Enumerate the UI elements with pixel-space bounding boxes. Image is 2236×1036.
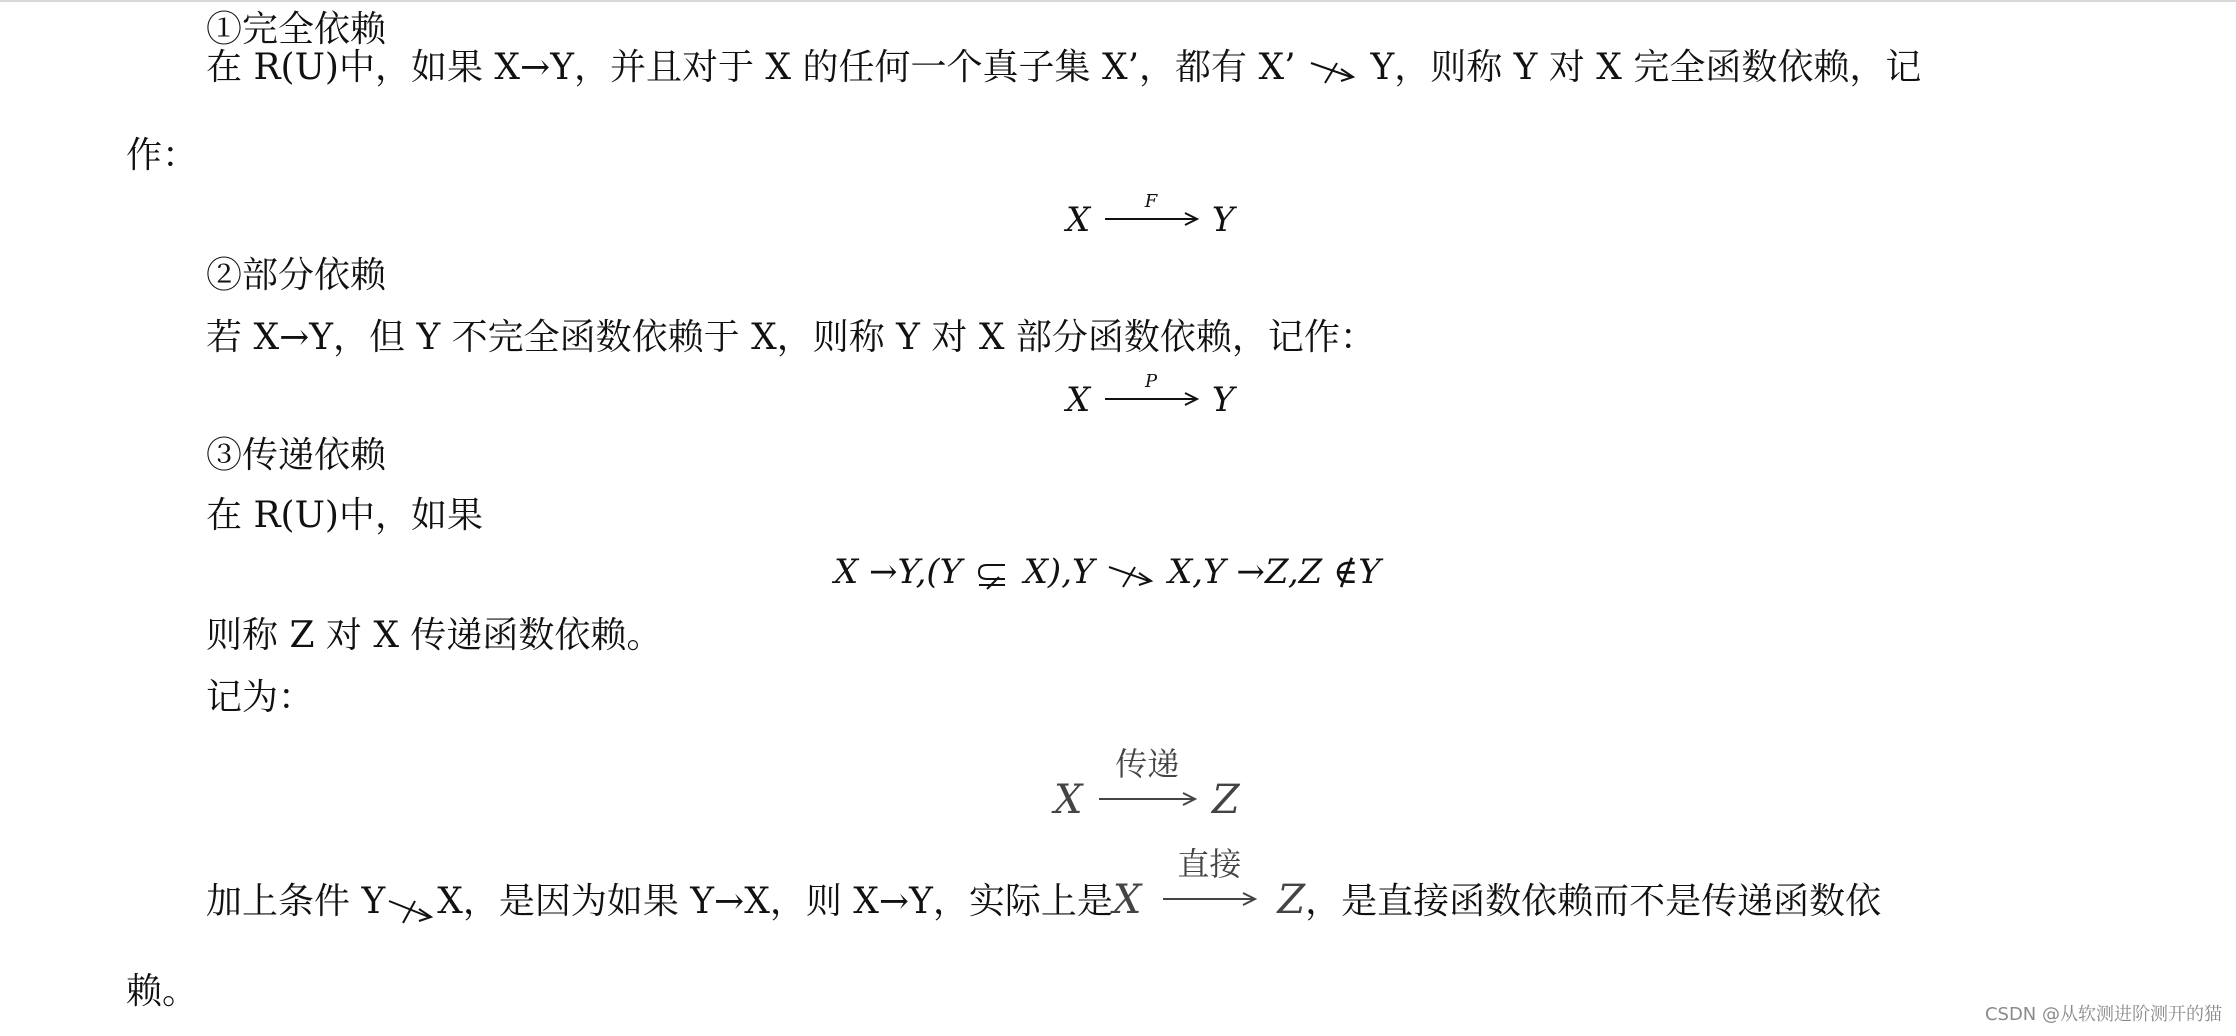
formula-transitive — [1054, 745, 1240, 823]
formula-y: Y — [1211, 380, 1235, 420]
formula-part: X,Y →Z,Z ∉Y — [1168, 552, 1381, 592]
not-functional-dependency-icon — [1105, 557, 1157, 591]
formula-x: X — [1066, 380, 1091, 420]
text-segment: 在 R(U)中，如果 X→Y，并且对于 X 的任何一个真子集 X’，都有 X’ — [206, 47, 1296, 88]
formula-part: X →Y,(Y — [834, 552, 963, 592]
paragraph-transitive-definition: 则称 Z 对 X 传递函数依赖。 — [206, 615, 663, 656]
not-arrow-symbol — [385, 880, 437, 927]
paragraph-condition-explanation-line2: 赖。 — [126, 971, 199, 1012]
formula-full-dependency — [1066, 191, 1235, 240]
not-functional-dependency-icon — [1307, 53, 1359, 87]
formula-part: X),Y — [1023, 552, 1095, 592]
arrow-label: 直接 — [1177, 845, 1242, 883]
paragraph-transitive-notation: 记为： — [206, 677, 315, 718]
formula-x: X — [1054, 777, 1083, 823]
formula-y: Y — [1211, 200, 1235, 240]
labeled-arrow — [1101, 191, 1201, 240]
text-segment: Y，则称 Y 对 X 完全函数依赖，记 — [1370, 47, 1922, 88]
paragraph-full-dependency-line1 — [206, 46, 2086, 90]
formula-partial-dependency — [1066, 371, 1235, 420]
not-arrow-symbol — [1307, 46, 1359, 90]
formula-transitive-conditions — [834, 552, 1381, 592]
arrow-label: 传递 — [1115, 745, 1180, 783]
paragraph-full-dependency-line2: 作： — [126, 135, 199, 176]
long-right-arrow-icon — [1159, 889, 1259, 909]
labeled-arrow — [1101, 371, 1201, 420]
text-segment: ，是直接函数依赖而不是传递函数依 — [1305, 881, 1882, 922]
text-segment: 加上条件 Y — [206, 881, 386, 922]
arrow-label: F — [1144, 191, 1158, 212]
formula-z: Z — [1211, 777, 1240, 823]
not-functional-dependency-icon — [385, 887, 437, 927]
labeled-arrow — [1159, 845, 1259, 920]
labeled-arrow — [1095, 745, 1199, 822]
formula-x: X — [1066, 200, 1091, 240]
paragraph-transitive-dependency-intro: 在 R(U)中，如果 — [206, 495, 483, 536]
not-subset-icon — [973, 557, 1013, 591]
paragraph-partial-dependency: 若 X→Y，但 Y 不完全函数依赖于 X，则称 Y 对 X 部分函数依赖，记作： — [206, 317, 1376, 358]
long-right-arrow-icon — [1095, 789, 1199, 809]
section-title-transitive-dependency: ③传递依赖 — [206, 435, 387, 476]
watermark: CSDN @从软测进阶测开的猫 — [1984, 1004, 2222, 1025]
paragraph-condition-explanation-line1 — [206, 845, 2086, 927]
text-segment: X，是因为如果 Y→X，则 X→Y，实际上是 — [437, 881, 1113, 922]
section-title-partial-dependency: ②部分依赖 — [206, 255, 387, 296]
formula-x: X — [1112, 877, 1142, 923]
section-title-full-dependency: ①完全依赖 — [206, 9, 387, 50]
formula-z: Z — [1277, 877, 1306, 923]
formula-direct — [1112, 845, 1306, 923]
arrow-label: P — [1144, 371, 1158, 392]
top-border — [0, 0, 2236, 2]
